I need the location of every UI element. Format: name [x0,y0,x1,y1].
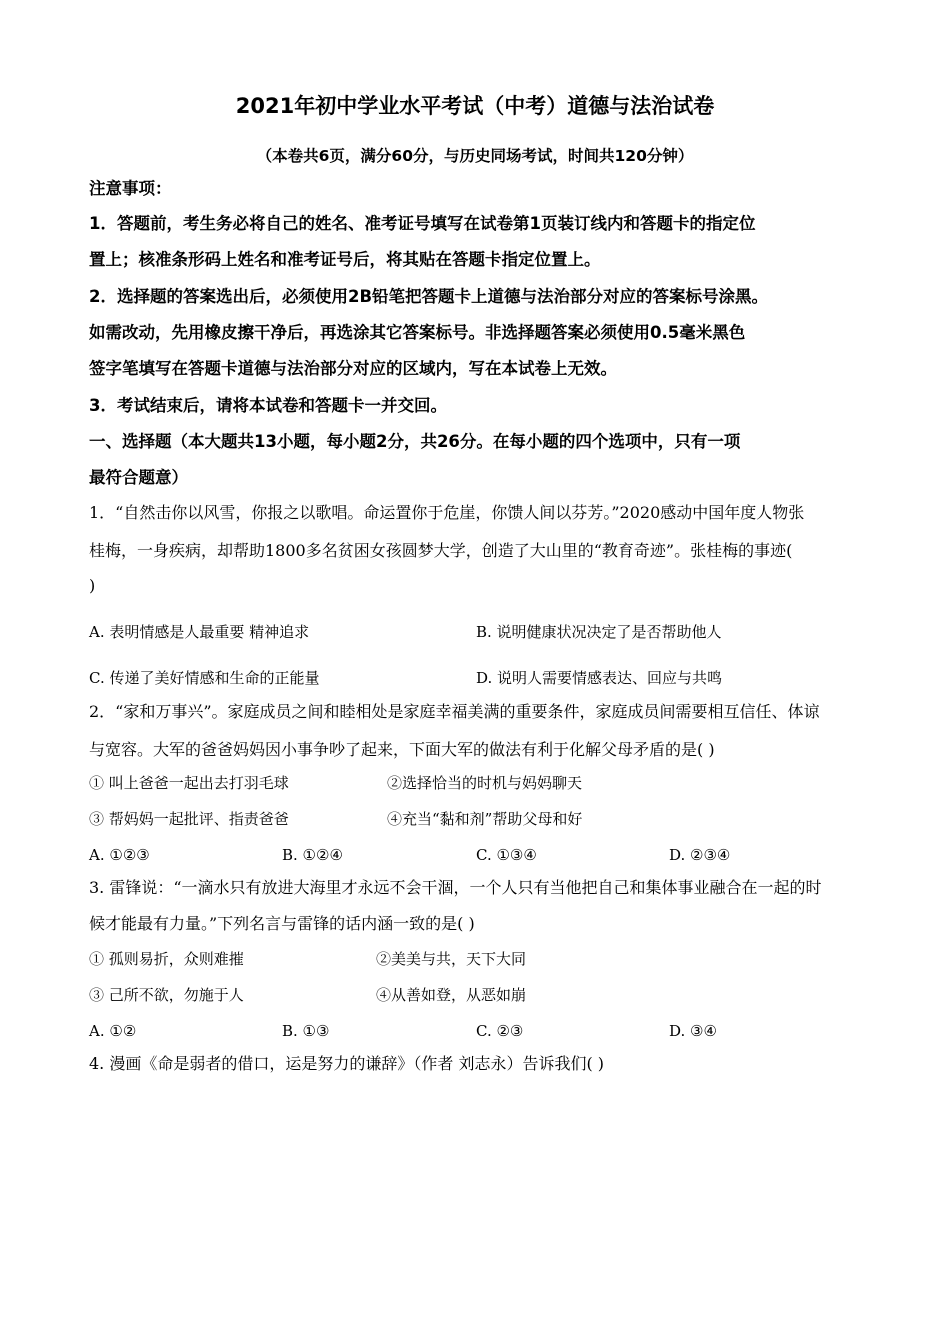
notice-heading: 注意事项： [89,179,172,198]
statement: ① 孤则易折，众则难摧 [89,950,244,968]
question-text: 候才能最有力量。”下列名言与雷锋的话内涵一致的是( ) [89,914,475,933]
question-text: 桂梅，一身疾病，却帮助1800多名贫困女孩圆梦大学，创造了大山里的“教育奇迹”。张桂梅的事迹( [89,541,793,560]
statement: ②美美与共，天下大同 [376,950,527,968]
page-subtitle: （本卷共6页，满分60分，与历史同场考试，时间共120分钟） [256,147,694,165]
statement: ④充当“黏和剂”帮助父母和好 [387,810,583,828]
section-heading: 一、选择题（本大题共13小题，每小题2分，共26分。在每小题的四个选项中，只有一项 [89,432,741,451]
option-b: B. ①②④ [282,846,343,864]
page-title: 2021年初中学业水平考试（中考）道德与法治试卷 [235,94,715,118]
question-text: ) [89,576,96,595]
section-heading: 最符合题意） [89,468,188,487]
option-a: A. ①②③ [89,846,150,864]
option-c: C. ①③④ [476,846,537,864]
notice-line: 置上；核准条形码上姓名和准考证号后，将其贴在答题卡指定位置上。 [89,250,601,269]
question-text: 4. 漫画《命是弱者的借口，运是努力的谦辞》（作者 刘志永）告诉我们( ) [89,1054,605,1073]
statement: ③ 己所不欲，勿施于人 [89,986,244,1004]
option-d: D. 说明人需要情感表达、回应与共鸣 [476,669,723,687]
statement: ④从善如登，从恶如崩 [376,986,527,1004]
option-c: C. 传递了美好情感和生命的正能量 [89,669,320,687]
option-d: D. ③④ [669,1022,717,1040]
question-text: 3. 雷锋说：“一滴水只有放进大海里才永远不会干涸，一个人只有当他把自己和集体事业融合在一起的时 [89,878,822,897]
statement: ③ 帮妈妈一起批评、指责爸爸 [89,810,289,828]
notice-line: 2．选择题的答案选出后，必须使用2B铅笔把答题卡上道德与法治部分对应的答案标号涂黑。 [89,287,769,306]
option-a: A. ①② [89,1022,137,1040]
notice-line: 1．答题前，考生务必将自己的姓名、准考证号填写在试卷第1页装订线内和答题卡的指定位 [89,214,756,233]
question-text: 与宽容。大军的爸爸妈妈因小事争吵了起来，下面大军的做法有利于化解父母矛盾的是( ) [89,740,715,759]
option-c: C. ②③ [476,1022,524,1040]
statement: ① 叫上爸爸一起出去打羽毛球 [89,774,289,792]
option-b: B. ①③ [282,1022,330,1040]
option-b: B. 说明健康状况决定了是否帮助他人 [476,623,722,641]
question-text: 1．“自然击你以风雪，你报之以歌唱。命运置你于危崖，你馈人间以芬芳。”2020感动中国年度人物张 [89,503,805,522]
option-d: D. ②③④ [669,846,731,864]
option-a: A. 表明情感是人最重要 精神追求 [89,623,310,641]
notice-line: 如需改动，先用橡皮擦干净后，再选涂其它答案标号。非选择题答案必须使用0.5毫米黑色 [89,323,746,342]
notice-line: 3．考试结束后，请将本试卷和答题卡一并交回。 [89,396,447,415]
notice-line: 签字笔填写在答题卡道德与法治部分对应的区域内，写在本试卷上无效。 [89,359,617,378]
question-text: 2．“家和万事兴”。家庭成员之间和睦相处是家庭幸福美满的重要条件，家庭成员间需要相互信任、体谅 [89,702,820,721]
statement: ②选择恰当的时机与妈妈聊天 [387,774,583,792]
